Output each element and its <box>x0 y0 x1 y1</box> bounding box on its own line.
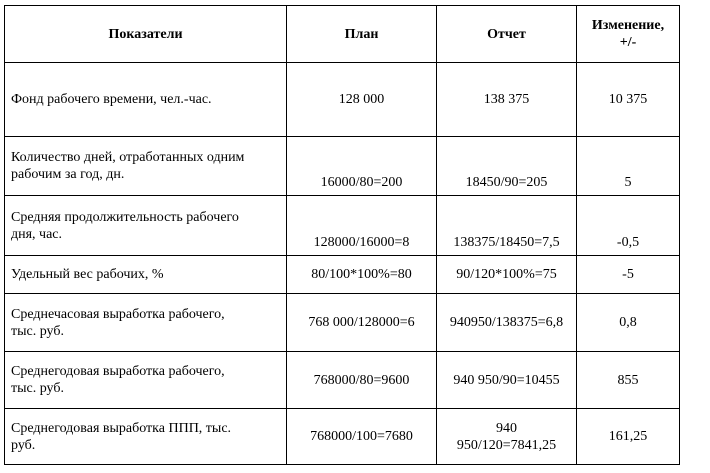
row-indicator: Среднегодовая выработка ППП, тыс. руб. <box>5 409 287 465</box>
indicators-table <box>4 5 680 465</box>
row-report: 90/120*100%=75 <box>437 256 577 294</box>
row-report: 940 950/120=7841,25 <box>437 409 577 465</box>
row-indicator: Среднегодовая выработка рабочего, тыс. руб. <box>5 352 287 409</box>
row-report: 940 950/90=10455 <box>437 352 577 409</box>
row-change: 10 375 <box>577 63 680 137</box>
row-change: 0,8 <box>577 294 680 352</box>
table-row <box>5 352 680 409</box>
row-report: 940950/138375=6,8 <box>437 294 577 352</box>
row-indicator: Количество дней, отработанных одним рабочим за год, дн. <box>5 137 287 196</box>
row-change: 855 <box>577 352 680 409</box>
table-row <box>5 294 680 352</box>
row-report: 138375/18450=7,5 <box>437 196 577 256</box>
row-indicator: Удельный вес рабочих, % <box>5 256 287 294</box>
header-change: Изменение, +/- <box>577 6 680 63</box>
table-row <box>5 63 680 137</box>
row-change: -5 <box>577 256 680 294</box>
row-plan: 80/100*100%=80 <box>287 256 437 294</box>
table-header-row <box>5 6 680 63</box>
row-indicator: Среднечасовая выработка рабочего, тыс. руб. <box>5 294 287 352</box>
row-plan: 768 000/128000=6 <box>287 294 437 352</box>
row-change: 161,25 <box>577 409 680 465</box>
row-indicator: Фонд рабочего времени, чел.-час. <box>5 63 287 137</box>
header-plan: План <box>287 6 437 63</box>
header-indicators: Показатели <box>5 6 287 63</box>
row-report: 138 375 <box>437 63 577 137</box>
row-change: -0,5 <box>577 196 680 256</box>
table-row <box>5 137 680 196</box>
row-plan: 768000/80=9600 <box>287 352 437 409</box>
table-row <box>5 409 680 465</box>
header-report: Отчет <box>437 6 577 63</box>
row-plan: 16000/80=200 <box>287 137 437 196</box>
row-plan: 768000/100=7680 <box>287 409 437 465</box>
row-change: 5 <box>577 137 680 196</box>
table-row <box>5 196 680 256</box>
row-plan: 128 000 <box>287 63 437 137</box>
table-row <box>5 256 680 294</box>
row-report: 18450/90=205 <box>437 137 577 196</box>
row-indicator: Средняя продолжительность рабочего дня, час. <box>5 196 287 256</box>
row-plan: 128000/16000=8 <box>287 196 437 256</box>
